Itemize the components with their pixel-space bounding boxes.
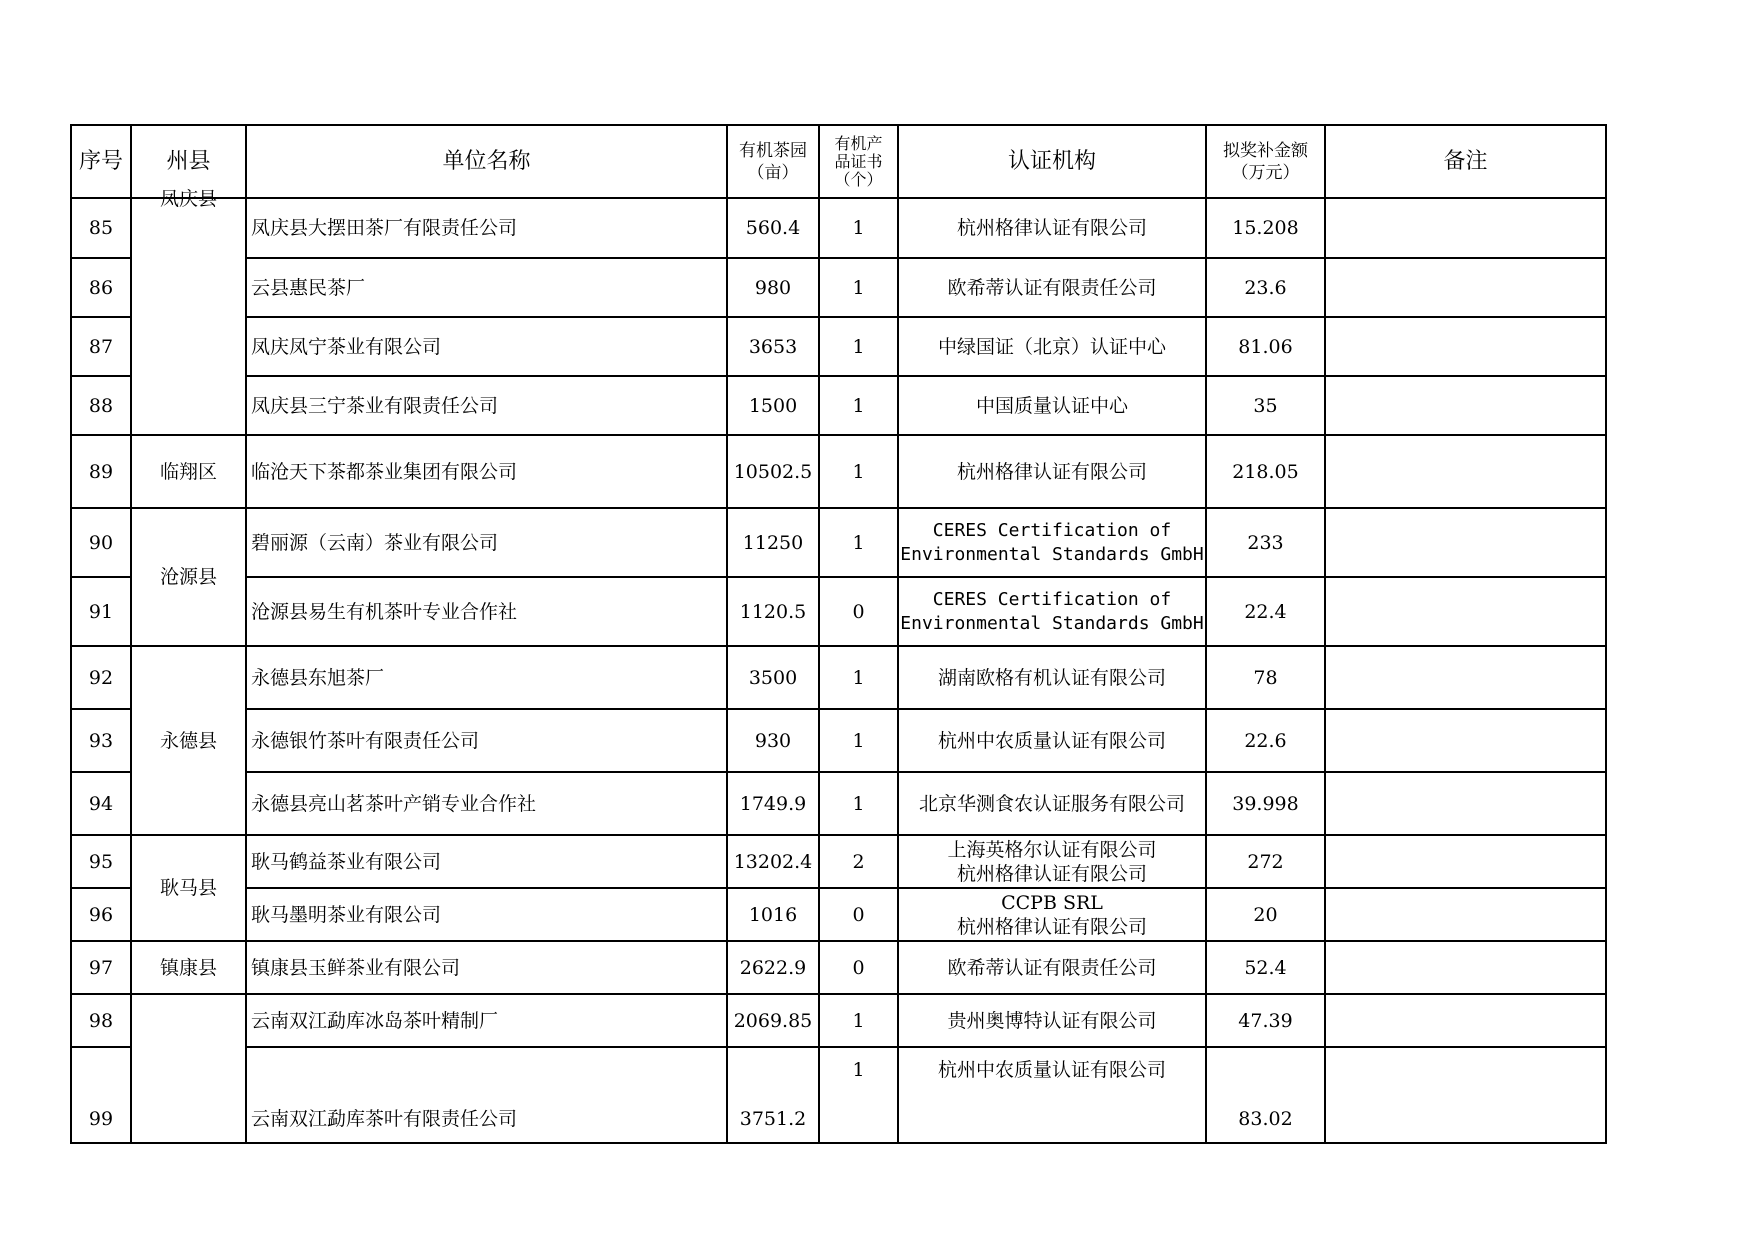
cell-certs: 1 [819, 198, 898, 258]
cell-certs: 0 [819, 888, 898, 941]
table-row [71, 941, 1606, 994]
cell-remark [1325, 258, 1606, 317]
cell-unit-name: 碧丽源（云南）茶业有限公司 [246, 508, 727, 577]
cell-agency [898, 888, 1206, 941]
table-page [70, 124, 1605, 1130]
header-county: 州县 [131, 125, 246, 198]
cell-county: 镇康县 [131, 941, 246, 994]
cell-seq: 88 [71, 376, 131, 435]
unit-label: 云南双江勐库茶叶有限责任公司 [251, 1108, 518, 1130]
cell-award: 23.6 [1206, 258, 1325, 317]
cell-certs: 1 [819, 435, 898, 508]
cell-unit-name: 凤庆县大摆田茶厂有限责任公司 [246, 198, 727, 258]
header-area-line1: 有机茶园 [739, 140, 807, 161]
cell-unit-name: 沧源县易生有机茶叶专业合作社 [246, 577, 727, 646]
table-row [71, 646, 1606, 709]
cell-seq: 97 [71, 941, 131, 994]
cell-unit-name: 永德县东旭茶厂 [246, 646, 727, 709]
cell-agency: 贵州奥博特认证有限公司 [898, 994, 1206, 1047]
cell-seq: 89 [71, 435, 131, 508]
cell-remark [1325, 577, 1606, 646]
cell-certs: 2 [819, 835, 898, 888]
table-row [71, 577, 1606, 646]
cell-unit-name: 永德县亮山茗茶叶产销专业合作社 [246, 772, 727, 835]
cell-unit-name: 永德银竹茶叶有限责任公司 [246, 709, 727, 772]
cell-area: 13202.4 [727, 835, 819, 888]
header-certs-line3: （个） [834, 169, 883, 189]
cell-certs: 1 [819, 258, 898, 317]
cell-award: 272 [1206, 835, 1325, 888]
cell-seq: 93 [71, 709, 131, 772]
header-certs-line1: 有机产 [834, 133, 883, 153]
cell-certs: 0 [819, 941, 898, 994]
header-certificates [819, 125, 898, 198]
cell-seq: 96 [71, 888, 131, 941]
cell-award: 233 [1206, 508, 1325, 577]
cell-county [131, 994, 246, 1143]
cell-area: 10502.5 [727, 435, 819, 508]
cell-remark [1325, 317, 1606, 376]
cell-area: 560.4 [727, 198, 819, 258]
cell-unit-name [246, 1047, 727, 1143]
cell-award: 35 [1206, 376, 1325, 435]
cell-agency: 北京华测食农认证服务有限公司 [898, 772, 1206, 835]
cell-agency [898, 508, 1206, 577]
header-row [71, 125, 1606, 198]
cell-award: 20 [1206, 888, 1325, 941]
area-label: 3751.2 [739, 1108, 807, 1130]
cell-unit-name: 云南双江勐库冰岛茶叶精制厂 [246, 994, 727, 1047]
cell-area: 930 [727, 709, 819, 772]
cell-remark [1325, 772, 1606, 835]
cell-award: 218.05 [1206, 435, 1325, 508]
cell-county: 临翔区 [131, 435, 246, 508]
subsidy-table [70, 124, 1607, 1144]
cell-area: 11250 [727, 508, 819, 577]
header-award [1206, 125, 1325, 198]
table-row [71, 258, 1606, 317]
cell-remark [1325, 1047, 1606, 1143]
cell-remark [1325, 835, 1606, 888]
cell-certs: 1 [819, 772, 898, 835]
agency-line1: CERES Certification of [932, 519, 1172, 541]
cell-county: 耿马县 [131, 835, 246, 941]
agency-line2: Environmental Standards GmbH [900, 612, 1204, 634]
cell-award: 15.208 [1206, 198, 1325, 258]
cell-seq: 87 [71, 317, 131, 376]
table-row [71, 435, 1606, 508]
cell-seq: 94 [71, 772, 131, 835]
table-row [71, 376, 1606, 435]
cell-remark [1325, 709, 1606, 772]
cell-award [1206, 1047, 1325, 1143]
table-row [71, 994, 1606, 1047]
cell-agency: 欧希蒂认证有限责任公司 [898, 258, 1206, 317]
cell-area: 3500 [727, 646, 819, 709]
table-row [71, 317, 1606, 376]
agency-line2: 杭州格律认证有限公司 [956, 915, 1147, 938]
cell-seq: 90 [71, 508, 131, 577]
county-label: 凤庆县 [159, 188, 217, 210]
cell-county [131, 188, 246, 435]
cell-county: 永德县 [131, 646, 246, 835]
cell-remark [1325, 198, 1606, 258]
cell-agency: 中国质量认证中心 [898, 376, 1206, 435]
table-row [71, 888, 1606, 941]
cell-area [727, 1047, 819, 1143]
cell-area: 2069.85 [727, 994, 819, 1047]
cell-seq: 86 [71, 258, 131, 317]
cell-agency: 欧希蒂认证有限责任公司 [898, 941, 1206, 994]
header-certs-line2: 品证书 [834, 151, 883, 171]
cell-remark [1325, 941, 1606, 994]
cell-remark [1325, 508, 1606, 577]
cell-certs: 1 [819, 1047, 898, 1143]
cell-award: 81.06 [1206, 317, 1325, 376]
cell-remark [1325, 646, 1606, 709]
table-row [71, 835, 1606, 888]
cell-unit-name: 云县惠民茶厂 [246, 258, 727, 317]
table-row [71, 1047, 1606, 1143]
cell-agency [898, 577, 1206, 646]
cell-agency: 杭州格律认证有限公司 [898, 198, 1206, 258]
cell-agency: 杭州中农质量认证有限公司 [898, 709, 1206, 772]
cell-seq: 98 [71, 994, 131, 1047]
award-label: 83.02 [1238, 1108, 1293, 1130]
cell-award: 47.39 [1206, 994, 1325, 1047]
cell-agency: 杭州中农质量认证有限公司 [898, 1047, 1206, 1143]
cell-award: 78 [1206, 646, 1325, 709]
header-seq: 序号 [71, 125, 131, 198]
header-unit-name: 单位名称 [246, 125, 727, 198]
cell-area: 980 [727, 258, 819, 317]
cell-county: 沧源县 [131, 508, 246, 646]
cell-remark [1325, 994, 1606, 1047]
cell-award: 39.998 [1206, 772, 1325, 835]
agency-line1: CERES Certification of [932, 588, 1172, 610]
header-area-line2: （亩） [747, 162, 799, 183]
table-row [71, 772, 1606, 835]
cell-certs: 1 [819, 994, 898, 1047]
cell-agency: 杭州格律认证有限公司 [898, 435, 1206, 508]
cell-unit-name: 镇康县玉鲜茶业有限公司 [246, 941, 727, 994]
cell-area: 2622.9 [727, 941, 819, 994]
header-agency: 认证机构 [898, 125, 1206, 198]
cell-certs: 1 [819, 317, 898, 376]
cell-agency [898, 835, 1206, 888]
table-row [71, 709, 1606, 772]
header-remark: 备注 [1325, 125, 1606, 198]
header-award-line2: （万元） [1231, 162, 1300, 183]
cell-area: 1120.5 [727, 577, 819, 646]
cell-unit-name: 耿马鹤益茶业有限公司 [246, 835, 727, 888]
cell-agency: 中绿国证（北京）认证中心 [898, 317, 1206, 376]
cell-remark [1325, 435, 1606, 508]
seq-label: 99 [88, 1108, 114, 1130]
table-row [71, 198, 1606, 258]
cell-seq: 95 [71, 835, 131, 888]
cell-certs: 0 [819, 577, 898, 646]
cell-award: 22.4 [1206, 577, 1325, 646]
agency-line1: 上海英格尔认证有限公司 [947, 838, 1157, 861]
cell-unit-name: 凤庆凤宁茶业有限公司 [246, 317, 727, 376]
cell-area: 1500 [727, 376, 819, 435]
cell-remark [1325, 888, 1606, 941]
agency-line2: Environmental Standards GmbH [900, 543, 1204, 565]
cell-area: 1749.9 [727, 772, 819, 835]
cell-unit-name: 凤庆县三宁茶业有限责任公司 [246, 376, 727, 435]
agency-line2: 杭州格律认证有限公司 [956, 862, 1147, 885]
cell-certs: 1 [819, 646, 898, 709]
cell-seq [71, 1047, 131, 1143]
cell-seq: 91 [71, 577, 131, 646]
cell-certs: 1 [819, 376, 898, 435]
agency-line1: CCPB SRL [1001, 891, 1103, 914]
cell-agency: 湖南欧格有机认证有限公司 [898, 646, 1206, 709]
cell-unit-name: 临沧天下茶都茶业集团有限公司 [246, 435, 727, 508]
cell-certs: 1 [819, 508, 898, 577]
cell-seq: 85 [71, 198, 131, 258]
cell-certs: 1 [819, 709, 898, 772]
header-tea-garden-area [727, 125, 819, 198]
cell-area: 3653 [727, 317, 819, 376]
cell-award: 52.4 [1206, 941, 1325, 994]
cell-unit-name: 耿马墨明茶业有限公司 [246, 888, 727, 941]
header-award-line1: 拟奖补金额 [1223, 140, 1308, 161]
cell-remark [1325, 376, 1606, 435]
cell-award: 22.6 [1206, 709, 1325, 772]
table-row [71, 508, 1606, 577]
cell-area: 1016 [727, 888, 819, 941]
cell-seq: 92 [71, 646, 131, 709]
